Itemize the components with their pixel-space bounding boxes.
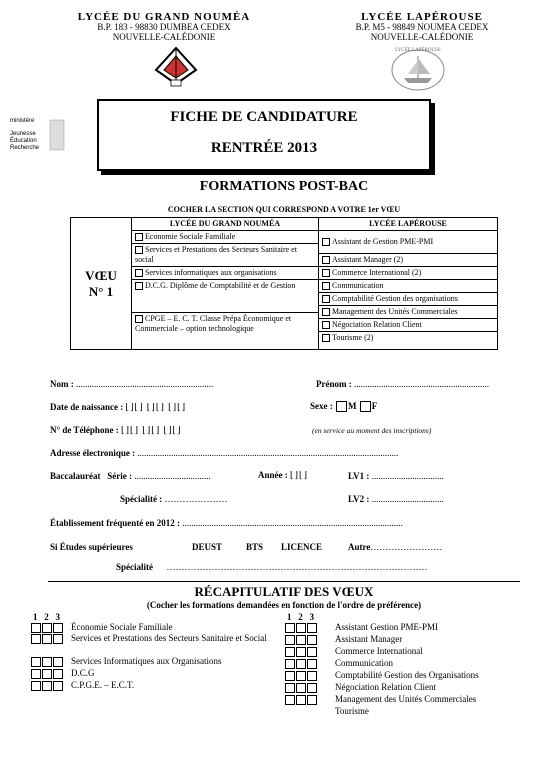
nom-label: Nom :: [50, 379, 74, 389]
ministry-emblem-icon: [48, 118, 68, 154]
lv2-row: [348, 494, 444, 504]
etab-label: Établissement fréquenté en 2012 :: [50, 518, 180, 528]
checkbox-icon[interactable]: [322, 238, 330, 246]
rank-1-checkbox[interactable]: [285, 659, 295, 669]
recap-right-row: [285, 694, 476, 705]
rank-3-checkbox[interactable]: [53, 669, 63, 679]
annee-row: [258, 470, 308, 481]
header-right: [322, 12, 522, 42]
recap-right-cols: [287, 612, 314, 622]
recap-right-label: Assistant Gestion PME-PMI: [335, 622, 439, 632]
lv2-field[interactable]: ................................: [371, 494, 444, 504]
recap-right-label: Tourisme: [335, 706, 369, 716]
licence-option[interactable]: LICENCE: [281, 542, 323, 552]
sexe-f-label: F: [371, 401, 378, 411]
recap-right-label: Assistant Manager: [335, 634, 403, 644]
voeu-cell: [71, 218, 132, 350]
rank-2-checkbox[interactable]: [296, 635, 306, 645]
recap-left-row: [31, 680, 134, 691]
lv1-field[interactable]: ................................: [371, 471, 444, 481]
options-table: [70, 217, 498, 350]
checkbox-icon[interactable]: [322, 256, 330, 264]
checkbox-icon[interactable]: [135, 233, 143, 241]
rank-1-checkbox[interactable]: [31, 634, 41, 644]
ministry-logo: [10, 118, 68, 152]
bac-row: [50, 471, 211, 481]
rank-1-checkbox[interactable]: [31, 681, 41, 691]
prenom-field[interactable]: ............................................................: [354, 379, 489, 389]
voeu-label: VŒU: [85, 267, 117, 283]
col2-head: LYCÉE LAPÉROUSE: [319, 218, 498, 231]
option-tourisme[interactable]: Tourisme (2): [319, 332, 497, 344]
header-left: [64, 12, 264, 42]
option-cpge[interactable]: CPGE – E. C. T. Classe Prépa Économique et Commerciale – option technologique: [135, 314, 292, 333]
col-1-label: 1: [287, 612, 292, 622]
sexe-f-checkbox[interactable]: [360, 401, 371, 412]
rank-1-checkbox[interactable]: [285, 623, 295, 633]
rank-2-checkbox[interactable]: [42, 634, 52, 644]
annee-label: Année :: [258, 470, 288, 480]
col-2-label: 2: [44, 612, 49, 622]
option-agpme[interactable]: Assistant de Gestion PME-PMI: [319, 231, 497, 254]
rank-3-checkbox[interactable]: [53, 623, 63, 633]
rank-2-checkbox[interactable]: [296, 647, 306, 657]
checkbox-icon[interactable]: [135, 282, 143, 290]
lv1-row: [348, 471, 444, 481]
recap-right-row: [285, 682, 436, 693]
col-1-label: 1: [33, 612, 38, 622]
lv2-label: LV2 :: [348, 494, 370, 504]
rank-1-checkbox[interactable]: [285, 683, 295, 693]
checkbox-icon[interactable]: [322, 269, 330, 277]
recap-right-label: Commerce International: [335, 646, 423, 656]
divider: [48, 581, 520, 582]
serie-field[interactable]: ..................................: [134, 471, 211, 481]
rank-1-checkbox[interactable]: [285, 635, 295, 645]
recap-right-row: [285, 622, 438, 633]
prenom-row: [316, 379, 489, 389]
rank-2-checkbox[interactable]: [42, 657, 52, 667]
rank-3-checkbox[interactable]: [307, 695, 317, 705]
option-dcg[interactable]: D.C.G. Diplôme de Comptabilité et de Gestion: [132, 280, 318, 313]
deust-option[interactable]: DEUST: [192, 542, 223, 552]
rank-3-checkbox[interactable]: [53, 634, 63, 644]
email-label: Adresse électronique :: [50, 448, 136, 458]
sexe-row: [310, 401, 377, 412]
autre-label[interactable]: Autre: [348, 542, 371, 552]
ministry-line-2: Jeunesse: [10, 131, 36, 137]
voeu-number: N° 1: [88, 283, 114, 299]
prenom-label: Prénom :: [316, 379, 352, 389]
rank-3-checkbox[interactable]: [53, 681, 63, 691]
specialite-label: Spécialité :: [120, 494, 163, 504]
rank-3-checkbox[interactable]: [307, 671, 317, 681]
option-com[interactable]: Communication: [319, 280, 497, 293]
recap-right-row: [285, 658, 393, 669]
recap-right-label: Management des Unités Commerciales: [335, 694, 477, 704]
rank-2-checkbox[interactable]: [296, 659, 306, 669]
email-row: [50, 448, 398, 458]
specialite2-label: Spécialité: [116, 562, 153, 572]
ministry-line-1: ministère: [10, 118, 35, 124]
rank-3-checkbox[interactable]: [307, 683, 317, 693]
rank-2-checkbox[interactable]: [42, 623, 52, 633]
formations-title: FORMATIONS POST-BAC: [199, 179, 369, 194]
ministry-line-3: Éducation: [10, 138, 37, 144]
rank-2-checkbox[interactable]: [296, 623, 306, 633]
recap-left-label: C.P.G.E. – E.C.T.: [71, 680, 135, 690]
recap-right-label: Comptabilité Gestion des Organisations: [335, 670, 479, 680]
recap-right-row: [325, 706, 369, 716]
instruction-text: COCHER LA SECTION QUI CORRESPOND A VOTRE 1er VŒU: [167, 205, 401, 214]
recap-left-label: Services et Prestations des Secteurs Sanitaire et Social: [71, 633, 267, 643]
telephone-label: N° de Téléphone :: [50, 425, 119, 435]
school-region-left: NOUVELLE-CALÉDONIE: [112, 32, 216, 42]
recap-right-label: Négociation Relation Client: [335, 682, 436, 692]
recap-left-row: [31, 656, 222, 667]
rank-1-checkbox[interactable]: [31, 669, 41, 679]
option-cgo[interactable]: Comptabilité Gestion des organisations: [319, 293, 497, 306]
specialite-row: [120, 494, 228, 504]
recap-right-label: Communication: [335, 658, 393, 668]
option-sp3s[interactable]: Services et Prestations des Secteurs Sanitaire et social: [132, 244, 318, 267]
school-name-left: LYCÉE DU GRAND NOUMÉA: [77, 11, 251, 23]
recap-left-row: [31, 633, 271, 644]
rank-3-checkbox[interactable]: [307, 659, 317, 669]
col1-list: [132, 231, 319, 350]
annee-field[interactable]: ⌊⌋⌊⌋: [290, 470, 309, 480]
rank-3-checkbox[interactable]: [53, 657, 63, 667]
rank-1-checkbox[interactable]: [31, 657, 41, 667]
rank-1-checkbox[interactable]: [285, 671, 295, 681]
option-muc[interactable]: Management des Unités Commerciales: [319, 306, 497, 319]
rank-2-checkbox[interactable]: [296, 671, 306, 681]
serie-label: Série :: [107, 471, 132, 481]
recap-right-row: [285, 670, 479, 681]
recap-subtitle: (Cocher les formations demandées en fonction de l'ordre de préférence): [146, 600, 422, 610]
telephone-note: (en service au moment des inscriptions): [312, 426, 432, 435]
nom-field[interactable]: .............................................................: [76, 379, 214, 389]
rank-1-checkbox[interactable]: [31, 623, 41, 633]
rank-3-checkbox[interactable]: [307, 647, 317, 657]
recap-left-label: D.C.G: [71, 668, 95, 678]
option-am[interactable]: Assistant Manager (2): [319, 254, 497, 267]
rank-1-checkbox[interactable]: [285, 695, 295, 705]
bts-option[interactable]: BTS: [246, 542, 264, 552]
recap-left-row: [31, 668, 95, 679]
checkbox-icon[interactable]: [135, 246, 143, 254]
col1-head: LYCÉE DU GRAND NOUMÉA: [132, 218, 319, 231]
col-3-label: 3: [309, 612, 314, 622]
specialite2-field[interactable]: ……………………………………………………………………………: [166, 562, 428, 572]
telephone-row: [50, 425, 182, 436]
col2-list: [319, 231, 498, 350]
option-esf[interactable]: Economie Sociale Familiale: [132, 231, 318, 244]
naissance-field[interactable]: ⌊⌋⌊⌋ ⌊⌋⌊⌋ ⌊⌋⌊⌋: [125, 402, 187, 412]
checkbox-icon[interactable]: [322, 308, 330, 316]
etudes-label: Si Études supérieures: [50, 542, 133, 552]
lv1-label: LV1 :: [348, 471, 370, 481]
autre-field[interactable]: ……………………: [370, 542, 443, 552]
option-ci[interactable]: Commerce International (2): [319, 267, 497, 280]
school-name-right: LYCÉE LAPÉROUSE: [361, 11, 483, 23]
rank-3-checkbox[interactable]: [307, 623, 317, 633]
naissance-row: [50, 402, 186, 413]
specialite-field[interactable]: …………………: [164, 494, 228, 504]
school-region-right: NOUVELLE-CALÉDONIE: [370, 32, 474, 42]
recap-right-row: [285, 634, 402, 645]
checkbox-icon[interactable]: [135, 315, 143, 323]
col-3-label: 3: [55, 612, 60, 622]
recap-left-label: Services Informatiques aux Organisations: [71, 656, 222, 666]
school-address-right: B.P. M5 - 98849 NOUMEA CEDEX: [355, 22, 489, 32]
rank-2-checkbox[interactable]: [42, 681, 52, 691]
recap-title: RÉCAPITULATIF DES VŒUX: [194, 584, 374, 599]
sexe-m-checkbox[interactable]: [336, 401, 347, 412]
col-2-label: 2: [298, 612, 303, 622]
recap-left-row: [31, 622, 172, 633]
sexe-m-label: M: [348, 401, 357, 411]
specialite2-row: [116, 562, 428, 572]
grand-noumea-logo: [152, 44, 200, 88]
checkbox-icon[interactable]: [135, 269, 143, 277]
form-title: FICHE DE CANDIDATURE: [170, 109, 358, 125]
etudes-row: [50, 542, 133, 552]
sexe-label: Sexe :: [310, 401, 333, 411]
email-field[interactable]: ....................................................................................................................: [137, 448, 399, 458]
nom-row: [50, 379, 213, 389]
checkbox-icon[interactable]: [322, 295, 330, 303]
recap-right-row: [285, 646, 423, 657]
checkbox-icon[interactable]: [322, 321, 330, 329]
checkbox-icon[interactable]: [322, 282, 330, 290]
school-address-left: B.P. 183 - 98830 DUMBEA CEDEX: [97, 22, 231, 32]
option-sio[interactable]: Services informatiques aux organisations: [132, 267, 318, 280]
bac-label: Baccalauréat: [50, 471, 101, 481]
rank-2-checkbox[interactable]: [296, 683, 306, 693]
autre-row: [348, 542, 442, 552]
rank-1-checkbox[interactable]: [285, 647, 295, 657]
telephone-field[interactable]: ⌊⌋⌊⌋ ⌊⌋⌊⌋ ⌊⌋⌊⌋: [120, 425, 182, 435]
rank-2-checkbox[interactable]: [42, 669, 52, 679]
title-box: [97, 99, 431, 171]
laperouse-logo: [390, 48, 446, 92]
option-nrc[interactable]: Négociation Relation Client: [319, 319, 497, 332]
etab-row: [50, 518, 403, 528]
checkbox-icon[interactable]: [322, 334, 330, 342]
rank-2-checkbox[interactable]: [296, 695, 306, 705]
recap-left-cols: [33, 612, 60, 622]
etab-field[interactable]: ..................................................................................................: [182, 518, 403, 528]
ministry-line-4: Recherche: [10, 145, 40, 151]
recap-left-label: Économie Sociale Familiale: [71, 622, 173, 632]
laperouse-logo-text: LYCÉE LAPÉROUSE: [395, 48, 441, 53]
naissance-label: Date de naissance :: [50, 402, 124, 412]
form-year: RENTRÉE 2013: [210, 140, 318, 156]
rank-3-checkbox[interactable]: [307, 635, 317, 645]
